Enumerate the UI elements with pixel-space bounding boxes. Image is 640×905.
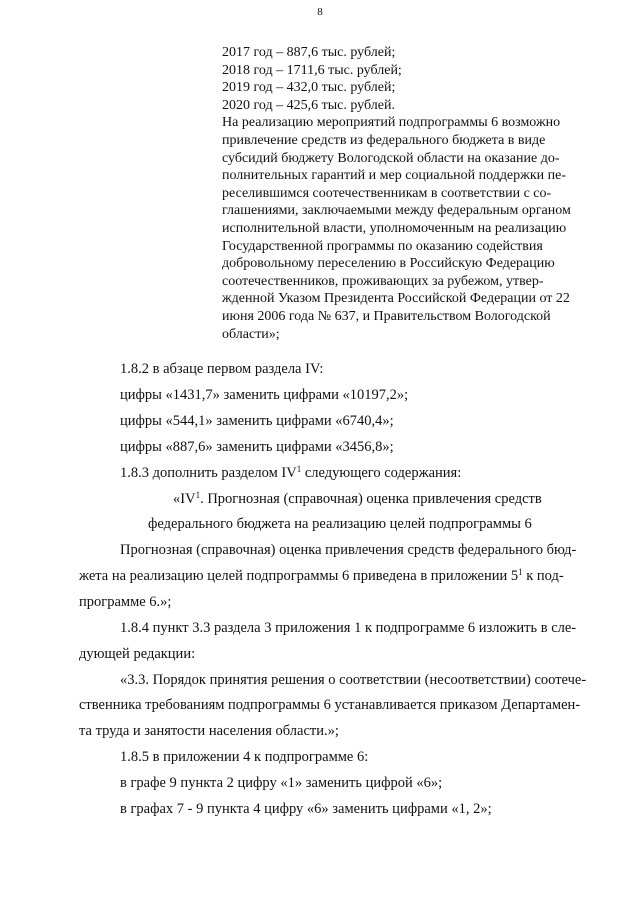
item-1-8-4-line: 1.8.4 пункт 3.3 раздела 3 приложения 1 к подпрограмме 6 изложить в сле- [120, 620, 577, 636]
quote-3-3-line: та труда и занятости населения области.»; [79, 723, 339, 739]
page-number: 8 [317, 6, 323, 18]
column-paragraph-line: добровольному переселению в Российскую Федерацию [222, 256, 555, 272]
item-1-8-3-text: следующего содержания: [301, 465, 462, 481]
section-heading-line: федерального бюджета на реализацию целей подпрограммы 6 [148, 516, 532, 532]
item-1-8-5-line: в графах 7 - 9 пункта 4 цифру «6» заменить цифрами «1, 2»; [120, 801, 492, 817]
item-1-8-5-line: в графе 9 пункта 2 цифру «1» заменить цифрой «6»; [120, 775, 443, 791]
superscript: 1 [518, 567, 523, 577]
column-paragraph-line: привлечение средств из федерального бюджета в виде [222, 132, 546, 148]
quote-3-3-line: ственника требованиям подпрограммы 6 устанавливается приказом Департамен- [79, 697, 581, 713]
column-paragraph-line: Государственной программы по оказанию содействия [222, 238, 543, 254]
forecast-paragraph-line [79, 568, 564, 585]
forecast-text: жета на реализацию целей подпрограммы 6 приведена в приложении 5 [79, 568, 519, 584]
section-heading-line [173, 491, 542, 508]
passport-column [222, 44, 597, 343]
column-paragraph-line: субсидий бюджету Вологодской области на оказание до- [222, 150, 560, 166]
column-paragraph-line: соотечественников, проживающих за рубежом, утвер- [222, 273, 544, 289]
heading-text: «IV [173, 491, 196, 507]
item-1-8-2: 1.8.2 в абзаце первом раздела IV: [120, 361, 324, 377]
column-paragraph-line: области»; [222, 326, 280, 342]
year-line: 2020 год – 425,6 тыс. рублей. [222, 97, 395, 113]
heading-text: . Прогнозная (справочная) оценка привлечения средств [200, 491, 542, 507]
item-1-8-3-text: 1.8.3 дополнить разделом IV [120, 465, 297, 481]
superscript: 1 [195, 490, 201, 500]
item-1-8-3 [120, 465, 461, 482]
replacement-line: цифры «544,1» заменить цифрами «6740,4»; [120, 413, 394, 429]
item-1-8-5: 1.8.5 в приложении 4 к подпрограмме 6: [120, 749, 369, 765]
column-paragraph-line: полнительных гарантий и мер социальной поддержки пе- [222, 168, 566, 184]
quote-3-3-line: «3.3. Порядок принятия решения о соответствии (несоответствии) соотече- [120, 672, 587, 688]
column-paragraph-line: реселившимся соотечественникам в соответствии с со- [222, 185, 552, 201]
forecast-paragraph-line: Прогнозная (справочная) оценка привлечения средств федерального бюд- [120, 542, 577, 558]
item-1-8-4-line: дующей редакции: [79, 646, 196, 662]
replacement-line: цифры «1431,7» заменить цифрами «10197,2»; [120, 387, 409, 403]
superscript: 1 [296, 464, 302, 474]
column-paragraph-line: июня 2006 года № 637, и Правительством Вологодской [222, 308, 551, 324]
year-line: 2018 год – 1711,6 тыс. рублей; [222, 62, 402, 78]
column-paragraph-line: жденной Указом Президента Российской Федерации от 22 [222, 291, 570, 307]
year-line: 2019 год – 432,0 тыс. рублей; [222, 80, 396, 96]
column-paragraph-line: глашениями, заключаемыми между федеральным органом [222, 203, 571, 219]
column-paragraph-line: На реализацию мероприятий подпрограммы 6 возможно [222, 115, 561, 131]
replacement-line: цифры «887,6» заменить цифрами «3456,8»; [120, 439, 394, 455]
forecast-text: к под- [522, 568, 564, 584]
column-paragraph-line: исполнительной власти, уполномоченным на реализацию [222, 220, 567, 236]
year-line: 2017 год – 887,6 тыс. рублей; [222, 45, 396, 60]
forecast-paragraph-line: программе 6.»; [79, 594, 172, 610]
